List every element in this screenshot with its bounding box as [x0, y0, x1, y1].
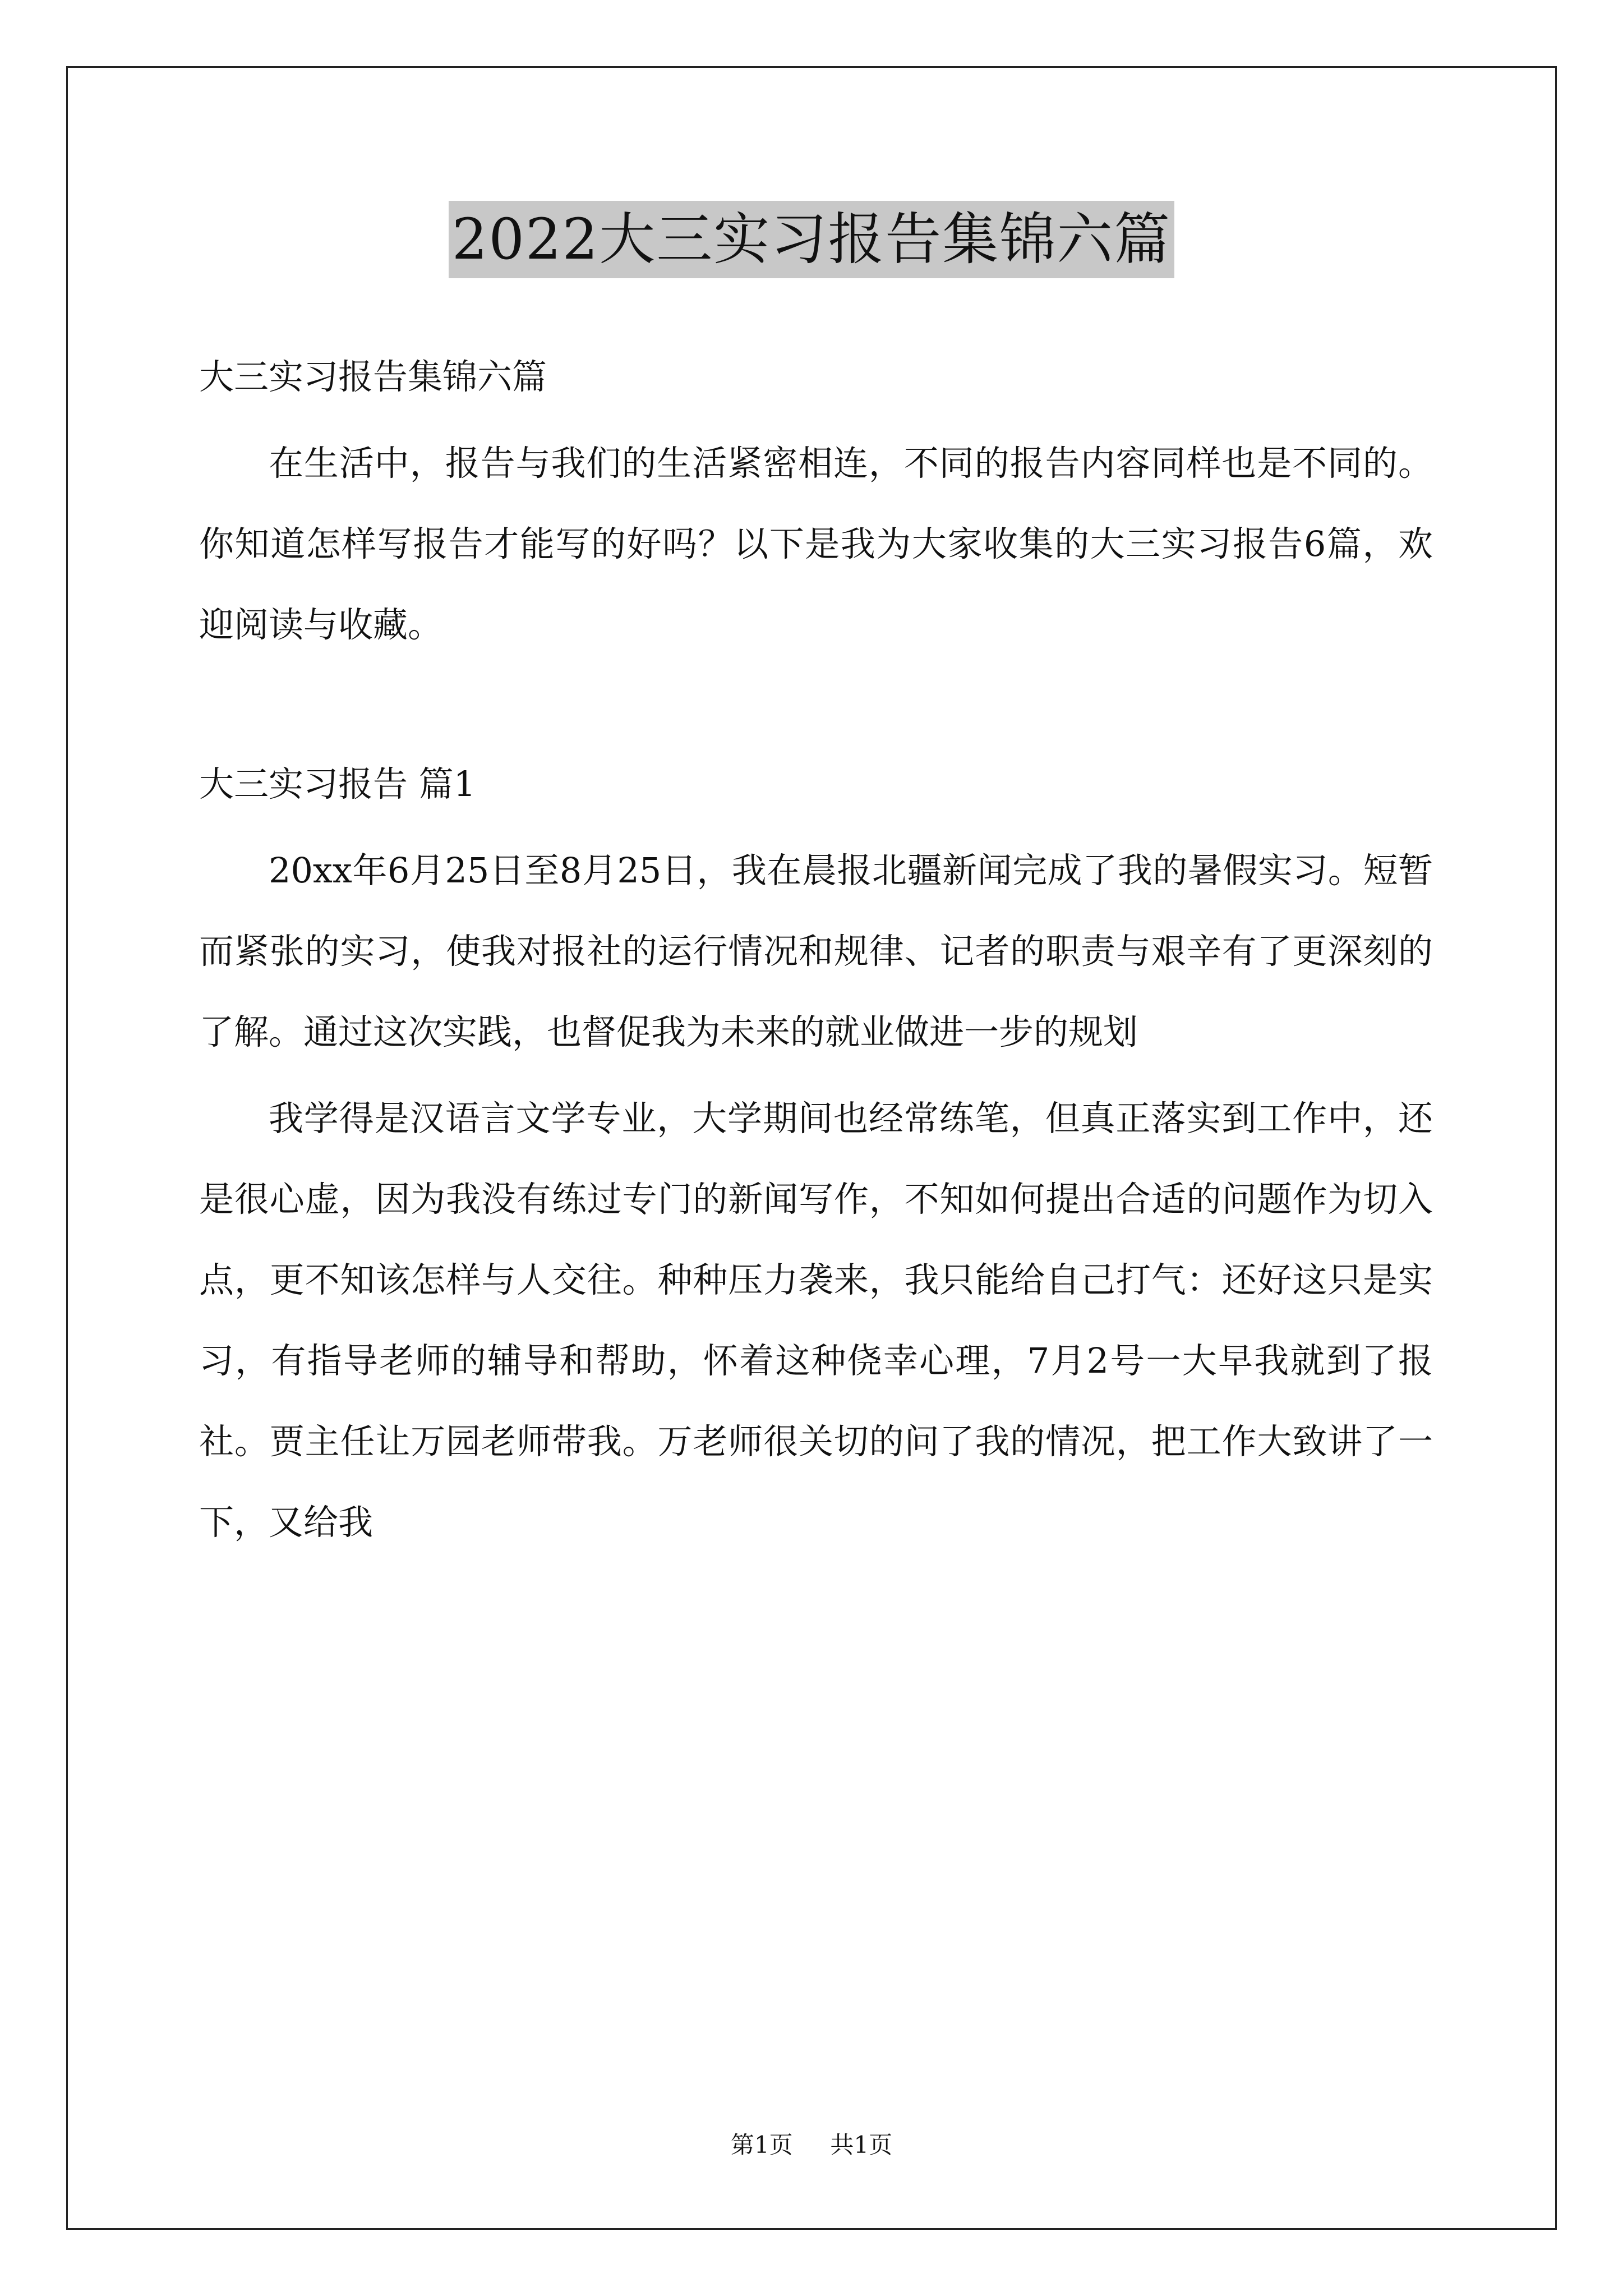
spacer	[199, 417, 1433, 423]
page-footer	[0, 2128, 1623, 2162]
document-subtitle: 大三实习报告集锦六篇	[199, 356, 547, 397]
intro-paragraph: 在生活中，报告与我们的生活紧密相连，不同的报告内容同样也是不同的。你知道怎样写报告才能写的好吗？以下是我为大家收集的大三实习报告6篇，欢迎阅读与收藏。	[199, 443, 1433, 645]
page-number: 第1页	[730, 2131, 793, 2159]
page-total: 共1页	[830, 2131, 893, 2159]
spacer	[199, 825, 1433, 830]
document-body	[199, 337, 1433, 1563]
body-paragraph: 20xx年6月25日至8月25日，我在晨报北疆新闻完成了我的暑假实习。短暂而紧张的实习，使我对报社的运行情况和规律、记者的职责与艰辛有了更深刻的了解。通过这次实践，也督促我为未来的就业做进一步的规划	[199, 850, 1433, 1052]
section-heading: 大三实习报告 篇1	[199, 763, 476, 804]
title-container	[0, 201, 1623, 278]
document-title: 2022大三实习报告集锦六篇	[449, 201, 1175, 278]
body-paragraph: 我学得是汉语言文学专业，大学期间也经常练笔，但真正落实到工作中，还是很心虚，因为我没有练过专门的新闻写作，不知如何提出合适的问题作为切入点，更不知该怎样与人交往。种种压力袭来，我只能给自己打气：还好这只是实习，有指导老师的辅导和帮助，怀着这种侥幸心理，7月2号一大早我就到了报社。贾主任让万园老师带我。万老师很关切的问了我的情况，把工作大致讲了一下，又给我	[199, 1098, 1433, 1543]
spacer	[199, 1073, 1433, 1078]
spacer	[199, 665, 1433, 744]
